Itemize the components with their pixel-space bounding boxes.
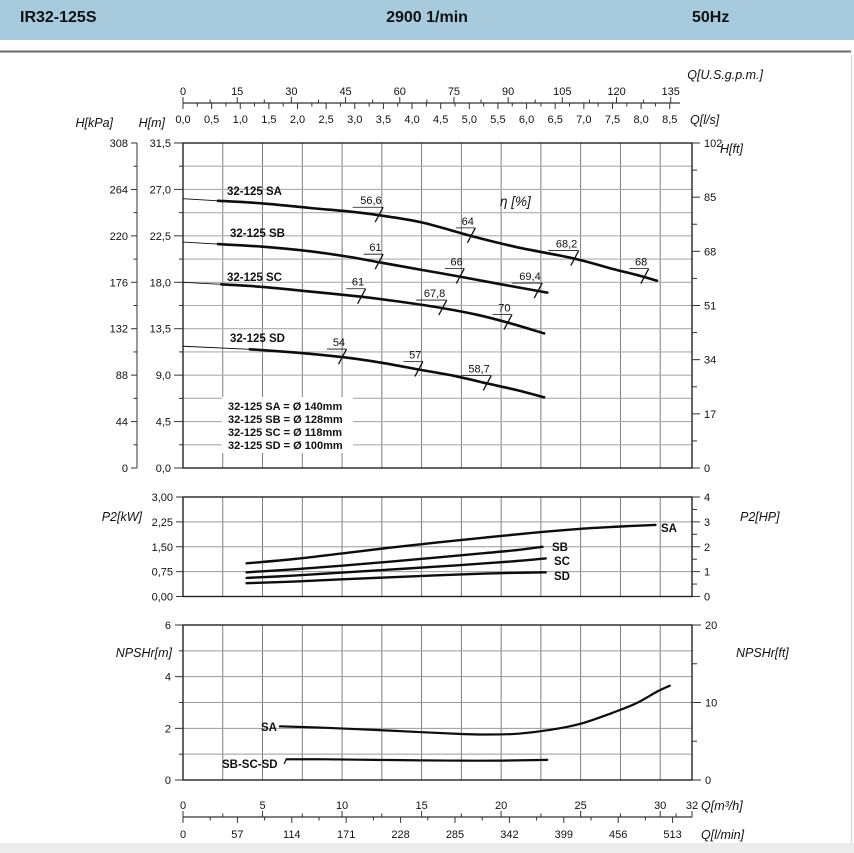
svg-text:0,75: 0,75	[151, 566, 173, 579]
svg-text:SA: SA	[261, 722, 277, 734]
svg-text:5,5: 5,5	[490, 114, 506, 126]
svg-text:2,25: 2,25	[151, 516, 173, 529]
svg-text:67,8: 67,8	[423, 288, 446, 301]
svg-text:285: 285	[445, 829, 465, 841]
pump-speed: 2900 1/min	[386, 9, 468, 26]
svg-text:56,6: 56,6	[360, 195, 382, 208]
svg-text:57: 57	[409, 349, 422, 362]
bottom-flow-axis	[180, 799, 745, 842]
svg-text:135: 135	[661, 86, 680, 98]
svg-text:220: 220	[109, 230, 128, 243]
svg-text:0: 0	[179, 86, 187, 98]
svg-text:0: 0	[179, 800, 187, 812]
svg-text:20: 20	[495, 800, 508, 812]
svg-text:1,50: 1,50	[151, 541, 173, 554]
svg-text:7,0: 7,0	[576, 114, 592, 126]
svg-text:SB-SC-SD: SB-SC-SD	[222, 759, 278, 771]
svg-text:69,4: 69,4	[519, 271, 541, 284]
svg-text:308: 308	[109, 138, 128, 150]
svg-text:90: 90	[502, 86, 515, 98]
svg-text:10: 10	[705, 697, 718, 710]
svg-text:0: 0	[121, 463, 128, 475]
svg-text:η [%]: η [%]	[500, 194, 531, 209]
svg-text:4,0: 4,0	[404, 114, 420, 126]
svg-text:31,5: 31,5	[149, 138, 171, 150]
svg-text:15: 15	[415, 800, 428, 812]
svg-text:P2[kW]: P2[kW]	[101, 510, 142, 524]
svg-text:456: 456	[609, 829, 628, 841]
svg-text:4,5: 4,5	[433, 114, 449, 126]
svg-text:0: 0	[164, 775, 171, 787]
svg-text:32-125 SD = Ø 100mm: 32-125 SD = Ø 100mm	[228, 440, 343, 452]
svg-text:32-125 SC: 32-125 SC	[227, 272, 282, 284]
svg-text:9,0: 9,0	[155, 370, 171, 383]
svg-text:264: 264	[109, 184, 128, 197]
svg-text:NPSHr[ft]: NPSHr[ft]	[736, 646, 789, 660]
npsh-chart	[116, 620, 790, 787]
svg-text:SC: SC	[554, 556, 570, 568]
svg-text:228: 228	[391, 829, 410, 841]
svg-text:22,5: 22,5	[149, 230, 171, 243]
svg-text:45: 45	[339, 86, 352, 98]
svg-text:1,0: 1,0	[232, 114, 248, 126]
svg-text:3,0: 3,0	[347, 114, 363, 126]
svg-text:5,0: 5,0	[461, 114, 477, 126]
svg-text:8,0: 8,0	[633, 114, 649, 126]
svg-text:10: 10	[335, 800, 349, 812]
svg-text:P2[HP]: P2[HP]	[740, 510, 780, 524]
power-chart	[102, 492, 780, 604]
svg-text:32-125 SB: 32-125 SB	[230, 228, 285, 240]
svg-text:0: 0	[705, 775, 712, 787]
svg-text:57: 57	[231, 829, 244, 841]
svg-text:85: 85	[704, 192, 717, 205]
svg-text:0: 0	[179, 829, 187, 841]
svg-text:51: 51	[704, 300, 717, 313]
svg-text:0,0: 0,0	[155, 463, 171, 475]
svg-text:171: 171	[337, 829, 356, 841]
svg-text:13,5: 13,5	[149, 323, 171, 336]
top-flow-axis	[175, 68, 763, 127]
svg-text:SB: SB	[552, 542, 568, 554]
svg-text:Q[l/min]: Q[l/min]	[701, 828, 745, 842]
svg-text:1,5: 1,5	[261, 114, 277, 126]
svg-text:20: 20	[705, 620, 718, 632]
svg-text:68,2: 68,2	[555, 238, 578, 251]
svg-text:18,0: 18,0	[149, 277, 171, 290]
svg-text:0,00: 0,00	[151, 591, 173, 604]
svg-text:66: 66	[450, 256, 463, 269]
svg-text:27,0: 27,0	[149, 184, 171, 197]
svg-text:58,7: 58,7	[468, 363, 490, 376]
svg-text:5: 5	[259, 800, 266, 812]
head-chart	[75, 116, 743, 475]
svg-text:4: 4	[164, 671, 171, 684]
svg-text:32-125 SA = Ø 140mm: 32-125 SA = Ø 140mm	[228, 401, 343, 413]
svg-text:513: 513	[663, 829, 682, 841]
svg-text:SA: SA	[661, 523, 677, 535]
svg-text:2,0: 2,0	[289, 114, 306, 126]
svg-text:75: 75	[447, 86, 461, 98]
svg-text:Q[U.S.g.p.m.]: Q[U.S.g.p.m.]	[687, 68, 763, 82]
svg-text:2,5: 2,5	[318, 114, 334, 126]
svg-text:0,5: 0,5	[203, 114, 220, 126]
svg-text:88: 88	[115, 370, 128, 383]
svg-text:60: 60	[393, 86, 406, 98]
svg-text:0,0: 0,0	[175, 114, 191, 126]
svg-text:2: 2	[704, 541, 711, 554]
svg-text:H[ft]: H[ft]	[720, 142, 743, 156]
svg-text:3,5: 3,5	[375, 114, 392, 126]
svg-text:Q[m³/h]: Q[m³/h]	[701, 799, 743, 813]
svg-text:0: 0	[704, 591, 711, 604]
svg-text:17: 17	[704, 408, 717, 421]
svg-text:34: 34	[704, 354, 717, 367]
svg-text:30: 30	[285, 86, 298, 98]
svg-text:64: 64	[461, 215, 474, 228]
svg-text:4: 4	[704, 492, 711, 504]
svg-text:2: 2	[164, 723, 171, 736]
svg-text:61: 61	[351, 276, 365, 289]
svg-text:Q[l/s]: Q[l/s]	[690, 113, 720, 127]
svg-text:54: 54	[332, 337, 346, 350]
svg-text:30: 30	[654, 800, 667, 812]
svg-text:32-125 SB = Ø 128mm: 32-125 SB = Ø 128mm	[228, 414, 343, 426]
svg-text:32-125 SD: 32-125 SD	[230, 333, 285, 345]
svg-text:SD: SD	[554, 571, 570, 583]
pump-model: IR32-125S	[20, 9, 97, 26]
svg-text:68: 68	[704, 246, 717, 259]
svg-text:32-125 SA: 32-125 SA	[227, 186, 282, 198]
svg-text:68: 68	[635, 256, 648, 269]
svg-text:7,5: 7,5	[604, 114, 621, 126]
svg-text:NPSHr[m]: NPSHr[m]	[115, 646, 172, 660]
svg-text:3: 3	[704, 516, 711, 529]
svg-text:15: 15	[231, 86, 244, 98]
svg-text:61: 61	[369, 242, 382, 255]
svg-text:132: 132	[109, 323, 128, 336]
svg-text:8,5: 8,5	[662, 114, 678, 126]
svg-text:176: 176	[109, 277, 128, 290]
svg-text:399: 399	[554, 829, 573, 841]
svg-text:H[m]: H[m]	[138, 116, 165, 130]
svg-text:1: 1	[704, 566, 711, 579]
svg-text:120: 120	[607, 86, 626, 98]
svg-text:H[kPa]: H[kPa]	[75, 116, 113, 130]
pump-frequency: 50Hz	[692, 9, 730, 26]
svg-text:3,00: 3,00	[151, 492, 173, 504]
svg-text:342: 342	[500, 829, 519, 841]
svg-text:102: 102	[704, 138, 723, 150]
svg-text:32: 32	[685, 800, 699, 812]
svg-text:6,5: 6,5	[547, 114, 563, 126]
svg-text:70: 70	[498, 302, 511, 315]
svg-text:6,0: 6,0	[518, 114, 535, 126]
svg-text:4,5: 4,5	[155, 416, 171, 429]
svg-text:105: 105	[553, 86, 572, 98]
svg-text:114: 114	[283, 829, 301, 841]
svg-text:0: 0	[704, 463, 711, 475]
svg-text:44: 44	[115, 416, 128, 429]
svg-text:25: 25	[574, 800, 587, 812]
svg-text:32-125 SC = Ø 118mm: 32-125 SC = Ø 118mm	[228, 427, 343, 439]
svg-text:6: 6	[164, 620, 171, 632]
